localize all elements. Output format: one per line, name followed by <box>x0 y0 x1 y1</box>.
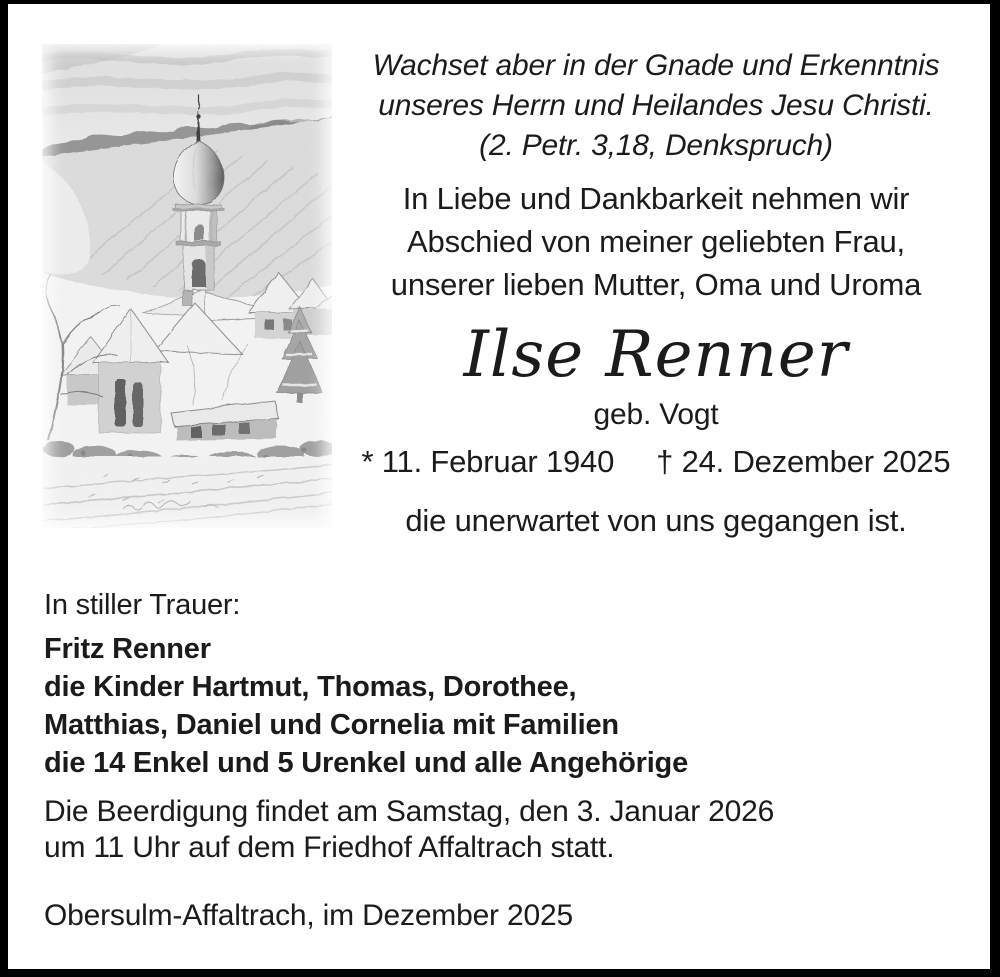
passing-note: die unerwartet von uns gegangen ist. <box>405 503 907 538</box>
farewell-line: unserer lieben Mutter, Oma und Uroma <box>390 267 922 302</box>
farewell-line: In Liebe und Dankbarkeit nehmen wir <box>402 181 910 216</box>
dateline: Obersulm-Affaltrach, im Dezember 2025 <box>44 899 573 932</box>
funeral-info <box>44 794 774 866</box>
funeral-line: um 11 Uhr auf dem Friedhof Affaltrach statt. <box>44 831 615 864</box>
mourner-line: die 14 Enkel und 5 Urenkel und alle Angehörige <box>44 747 688 779</box>
mourners-heading: In stiller Trauer: <box>44 589 241 621</box>
mourner-line: Fritz Renner <box>44 633 211 665</box>
verse-reference: (2. Petr. 3,18, Denkspruch) <box>479 129 833 162</box>
mourner-line: die Kinder Hartmut, Thomas, Dorothee, <box>44 671 577 703</box>
life-dates <box>340 444 972 480</box>
announcement-column <box>340 46 972 539</box>
funeral-line: Die Beerdigung findet am Samstag, den 3. Januar 2026 <box>44 795 775 828</box>
bible-verse <box>340 46 972 166</box>
mourner-line: Matthias, Daniel und Cornelia mit Familien <box>44 709 619 741</box>
deceased-name: Ilse Renner <box>463 318 849 392</box>
birth-date: * 11. Februar 1940 <box>361 444 615 479</box>
maiden-name: geb. Vogt <box>593 398 719 431</box>
verse-line: unseres Herrn und Heilandes Jesu Christi. <box>378 89 934 122</box>
death-date: † 24. Dezember 2025 <box>656 444 951 479</box>
winter-village-church-sketch <box>42 44 332 528</box>
farewell-line: Abschied von meiner geliebten Frau, <box>407 224 905 259</box>
farewell-text <box>340 177 972 306</box>
mourners-block <box>44 586 688 782</box>
verse-line: Wachset aber in der Gnade und Erkenntnis <box>372 49 940 82</box>
mourners-names <box>44 630 688 782</box>
memorial-artwork <box>42 44 332 528</box>
